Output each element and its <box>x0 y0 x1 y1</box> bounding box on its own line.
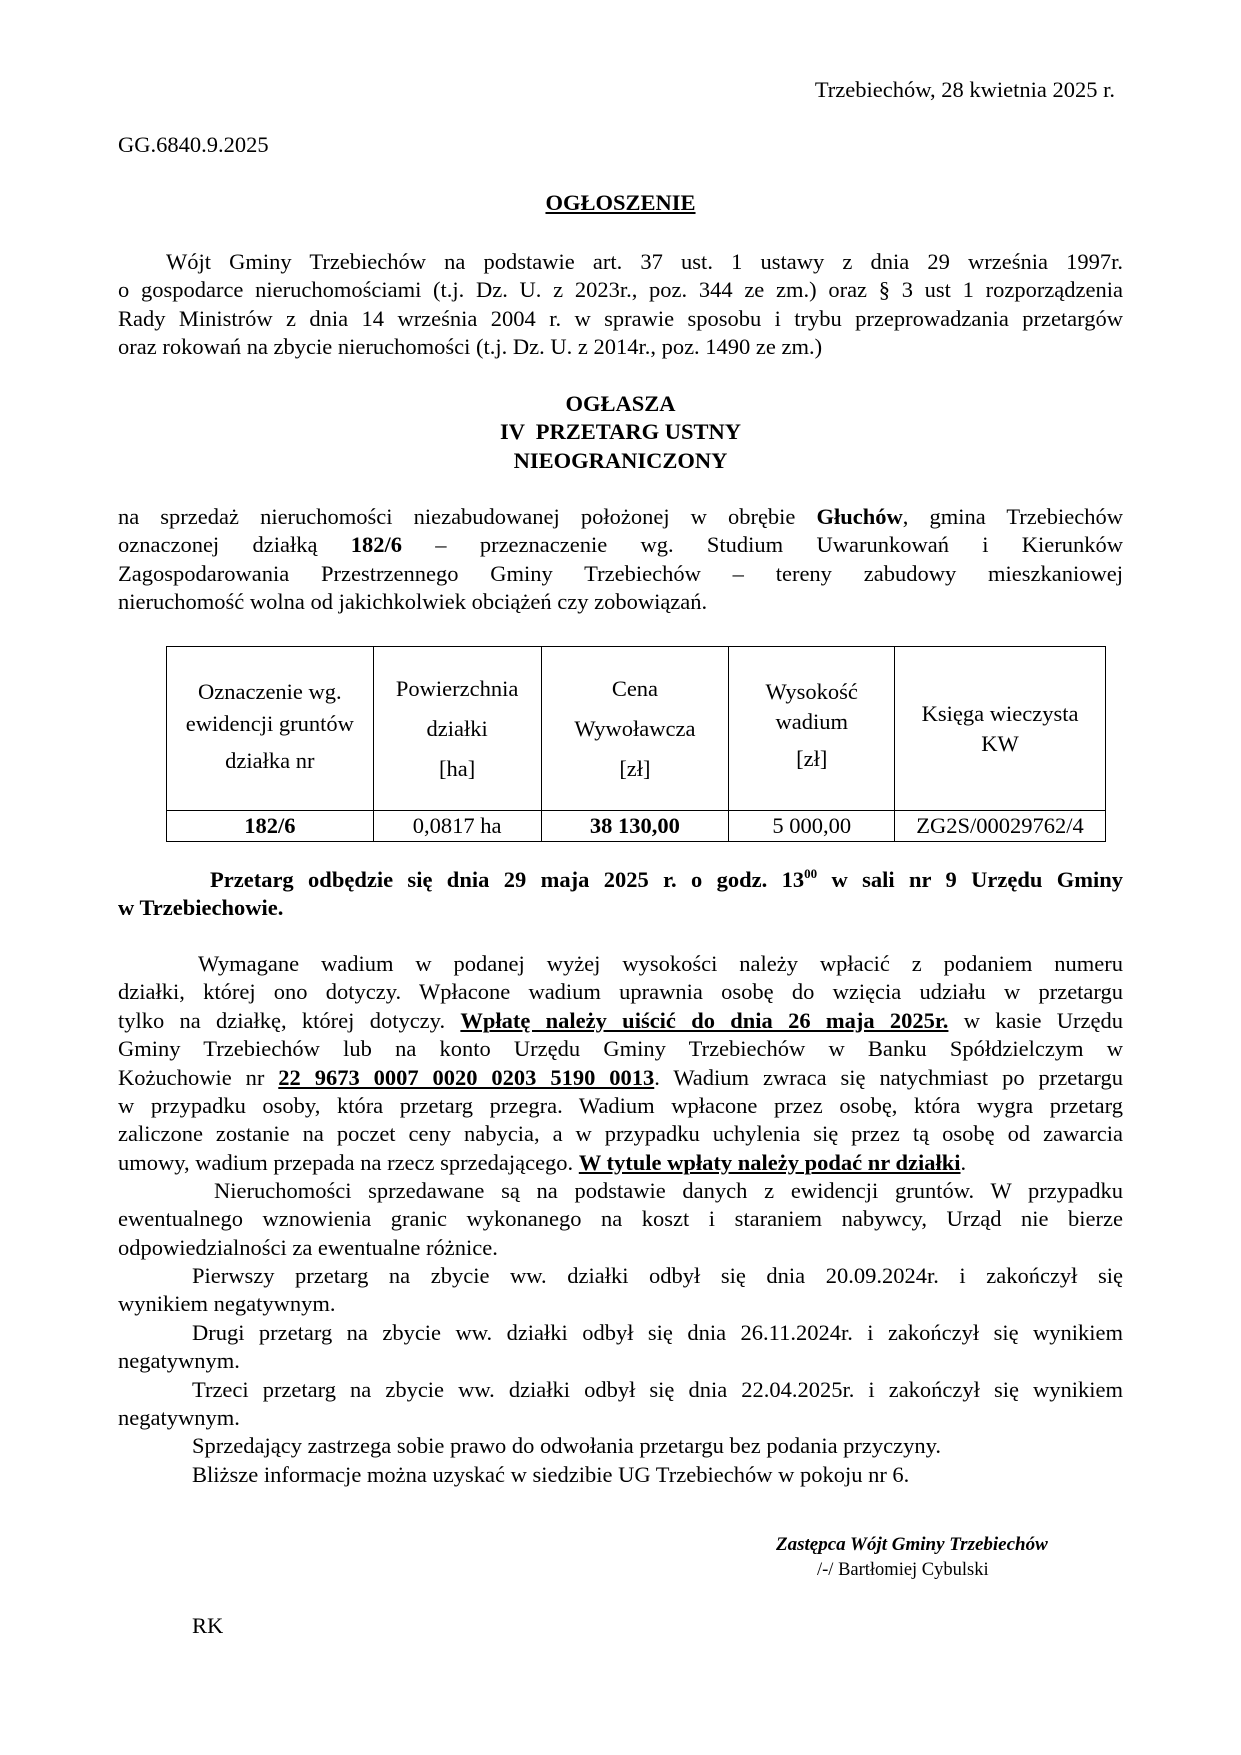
deposit-text: . Wadium zwraca się natychmiast po przetargu <box>654 1064 1124 1090</box>
table-header-row <box>167 647 1106 811</box>
time-minutes: 00 <box>804 866 818 881</box>
header-text: [ha] <box>438 755 476 781</box>
records-paragraph <box>118 1177 1123 1262</box>
auction-text: w sali nr 9 Urzędu Gminy <box>817 867 1123 892</box>
table-header-cell <box>541 647 729 811</box>
header-text: działki <box>426 715 488 741</box>
auction-line: w Trzebiechowie. <box>118 895 284 921</box>
author-initials: RK <box>192 1613 224 1638</box>
history-line: Drugi przetarg na zbycie ww. działki odbył się dnia 26.11.2024r. i zakończył się wynikiem <box>192 1319 1123 1345</box>
deposit-text: tylko na działkę, której dotyczy. <box>118 1007 461 1033</box>
deposit-text: umowy, wadium przepada na rzecz sprzedającego. <box>118 1149 579 1175</box>
header-text: Wywoławcza <box>574 715 696 741</box>
header-text: wadium <box>775 708 848 734</box>
cell-plot-number: 182/6 <box>167 811 374 842</box>
records-line: ewentualnego wznowienia granic wykonanego na koszt i staraniem nabywcy, Urząd nie bierze <box>118 1206 1123 1232</box>
header-text: [zł] <box>796 745 828 771</box>
bank-account-number: 22 9673 0007 0020 0203 5190 0013 <box>278 1064 655 1090</box>
property-table <box>166 646 1106 842</box>
proclamation <box>0 390 1241 475</box>
cell-price: 38 130,00 <box>541 811 729 842</box>
deposit-text: w kasie Urzędu <box>948 1007 1123 1033</box>
deposit-line <box>118 1007 1123 1035</box>
deposit-line: zaliczone zostanie na poczet ceny nabycia, a w przypadku uchylenia się przez tą osobę od zawarcia <box>118 1121 1123 1147</box>
deposit-line: Gminy Trzebiechów lub na konto Urzędu Gminy Trzebiechów w Banku Spółdzielczym w <box>118 1036 1123 1062</box>
history-line: wynikiem negatywnym. <box>118 1291 336 1317</box>
header-text: Cena <box>611 675 659 701</box>
signature-role: Zastępca Wójt Gminy Trzebiechów <box>776 1534 1048 1555</box>
header-text: działka nr <box>225 747 315 773</box>
intro-paragraph <box>118 248 1123 362</box>
sale-line <box>118 503 1123 531</box>
signature-name: /-/ Bartłomiej Cybulski <box>817 1560 989 1580</box>
proclamation-line: OGŁASZA <box>565 391 676 416</box>
table-header-cell <box>373 647 541 811</box>
header-text: Księga wieczysta <box>921 700 1079 726</box>
intro-line: Rady Ministrów z dnia 14 września 2004 r. w sprawie sposobu i trybu przeprowadzania przetargów <box>118 305 1123 331</box>
deposit-paragraph <box>118 950 1123 1177</box>
sale-text: na sprzedaż nieruchomości niezabudowanej położonej w obrębie <box>118 504 817 529</box>
history-line: Trzeci przetarg na zbycie ww. działki odbył się dnia 22.04.2025r. i zakończył się wynikiem <box>192 1376 1123 1402</box>
cell-deposit: 5 000,00 <box>729 811 895 842</box>
header-text: ewidencji gruntów <box>185 710 354 736</box>
deposit-line: działki, której ono dotyczy. Wpłacone wadium uprawnia osobę do wzięcia udziału w przetargu <box>118 979 1123 1005</box>
cell-land-register: ZG2S/00029762/4 <box>895 811 1106 842</box>
cell-area: 0,0817 ha <box>373 811 541 842</box>
deposit-text: . <box>960 1149 967 1175</box>
sale-text: oznaczonej działką <box>118 532 351 558</box>
deposit-line <box>118 1149 1123 1177</box>
info-line: Bliższe informacje można uzyskać w siedzibie UG Trzebiechów w pokoju nr 6. <box>192 1461 910 1487</box>
history-line: negatywnym. <box>118 1405 240 1431</box>
history-paragraphs <box>118 1262 1123 1489</box>
deposit-text: Kożuchowie nr <box>118 1064 279 1090</box>
auction-line <box>118 866 1123 894</box>
intro-line: o gospodarce nieruchomościami (t.j. Dz. U. z 2023r., poz. 344 ze zm.) oraz § 3 ust 1 rozporządzenia <box>118 277 1123 303</box>
sale-text: , gmina Trzebiechów <box>902 504 1123 529</box>
header-text: Powierzchnia <box>395 675 519 701</box>
reference-number: GG.6840.9.2025 <box>118 132 269 157</box>
sale-line: Zagospodarowania Przestrzennego Gminy Trzebiechów – tereny zabudowy mieszkaniowej <box>118 560 1123 586</box>
header-text: Oznaczenie wg. <box>198 678 342 704</box>
document-title: OGŁOSZENIE <box>545 190 696 215</box>
intro-line: Wójt Gminy Trzebiechów na podstawie art. 37 ust. 1 ustawy z dnia 29 września 1997r. <box>166 249 1123 274</box>
auction-text: Przetarg odbędzie się dnia 29 maja 2025 r. o godz. 13 <box>210 867 805 892</box>
proclamation-line: NIEOGRANICZONY <box>513 447 728 473</box>
sale-line <box>118 531 1123 559</box>
header-text: [zł] <box>619 755 651 781</box>
sale-text: – przeznaczenie wg. Studium Uwarunkowań i Kierunków <box>402 532 1123 558</box>
table-row <box>167 811 1106 842</box>
records-line: Nieruchomości sprzedawane są na podstawie danych z ewidencji gruntów. W przypadku <box>214 1178 1123 1203</box>
deposit-line <box>118 1064 1123 1092</box>
deposit-deadline: Wpłatę należy uiścić do dnia 26 maja 2025r. <box>460 1007 949 1033</box>
auction-paragraph <box>118 866 1123 923</box>
proclamation-line: IV PRZETARG USTNY <box>499 419 742 445</box>
reservation-line: Sprzedający zastrzega sobie prawo do odwołania przetargu bez podania przyczyny. <box>192 1433 942 1459</box>
intro-line: oraz rokowań na zbycie nieruchomości (t.j. Dz. U. z 2014r., poz. 1490 ze zm.) <box>118 334 823 360</box>
table-header-cell <box>729 647 895 811</box>
table-header-cell <box>167 647 374 811</box>
sale-line: nieruchomość wolna od jakichkolwiek obciążeń czy zobowiązań. <box>118 589 708 615</box>
sale-paragraph <box>118 503 1123 617</box>
place-date: Trzebiechów, 28 kwietnia 2025 r. <box>814 77 1115 102</box>
history-line: negatywnym. <box>118 1348 240 1374</box>
history-line: Pierwszy przetarg na zbycie ww. działki odbył się dnia 20.09.2024r. i zakończył się <box>192 1263 1123 1288</box>
precinct-name: Głuchów <box>816 504 903 529</box>
plot-number: 182/6 <box>350 532 402 558</box>
deposit-line: w przypadku osoby, która przetarg przegra. Wadium wpłacone przez osobę, która wygra przetarg <box>118 1093 1123 1119</box>
table-header-cell <box>895 647 1106 811</box>
header-text: Wysokość <box>765 678 858 704</box>
records-line: odpowiedzialności za ewentualne różnice. <box>118 1234 498 1260</box>
transfer-title-note: W tytule wpłaty należy podać nr działki <box>578 1149 961 1175</box>
deposit-line: Wymagane wadium w podanej wyżej wysokości należy wpłacić z podaniem numeru <box>198 951 1123 976</box>
header-text: KW <box>981 730 1019 756</box>
